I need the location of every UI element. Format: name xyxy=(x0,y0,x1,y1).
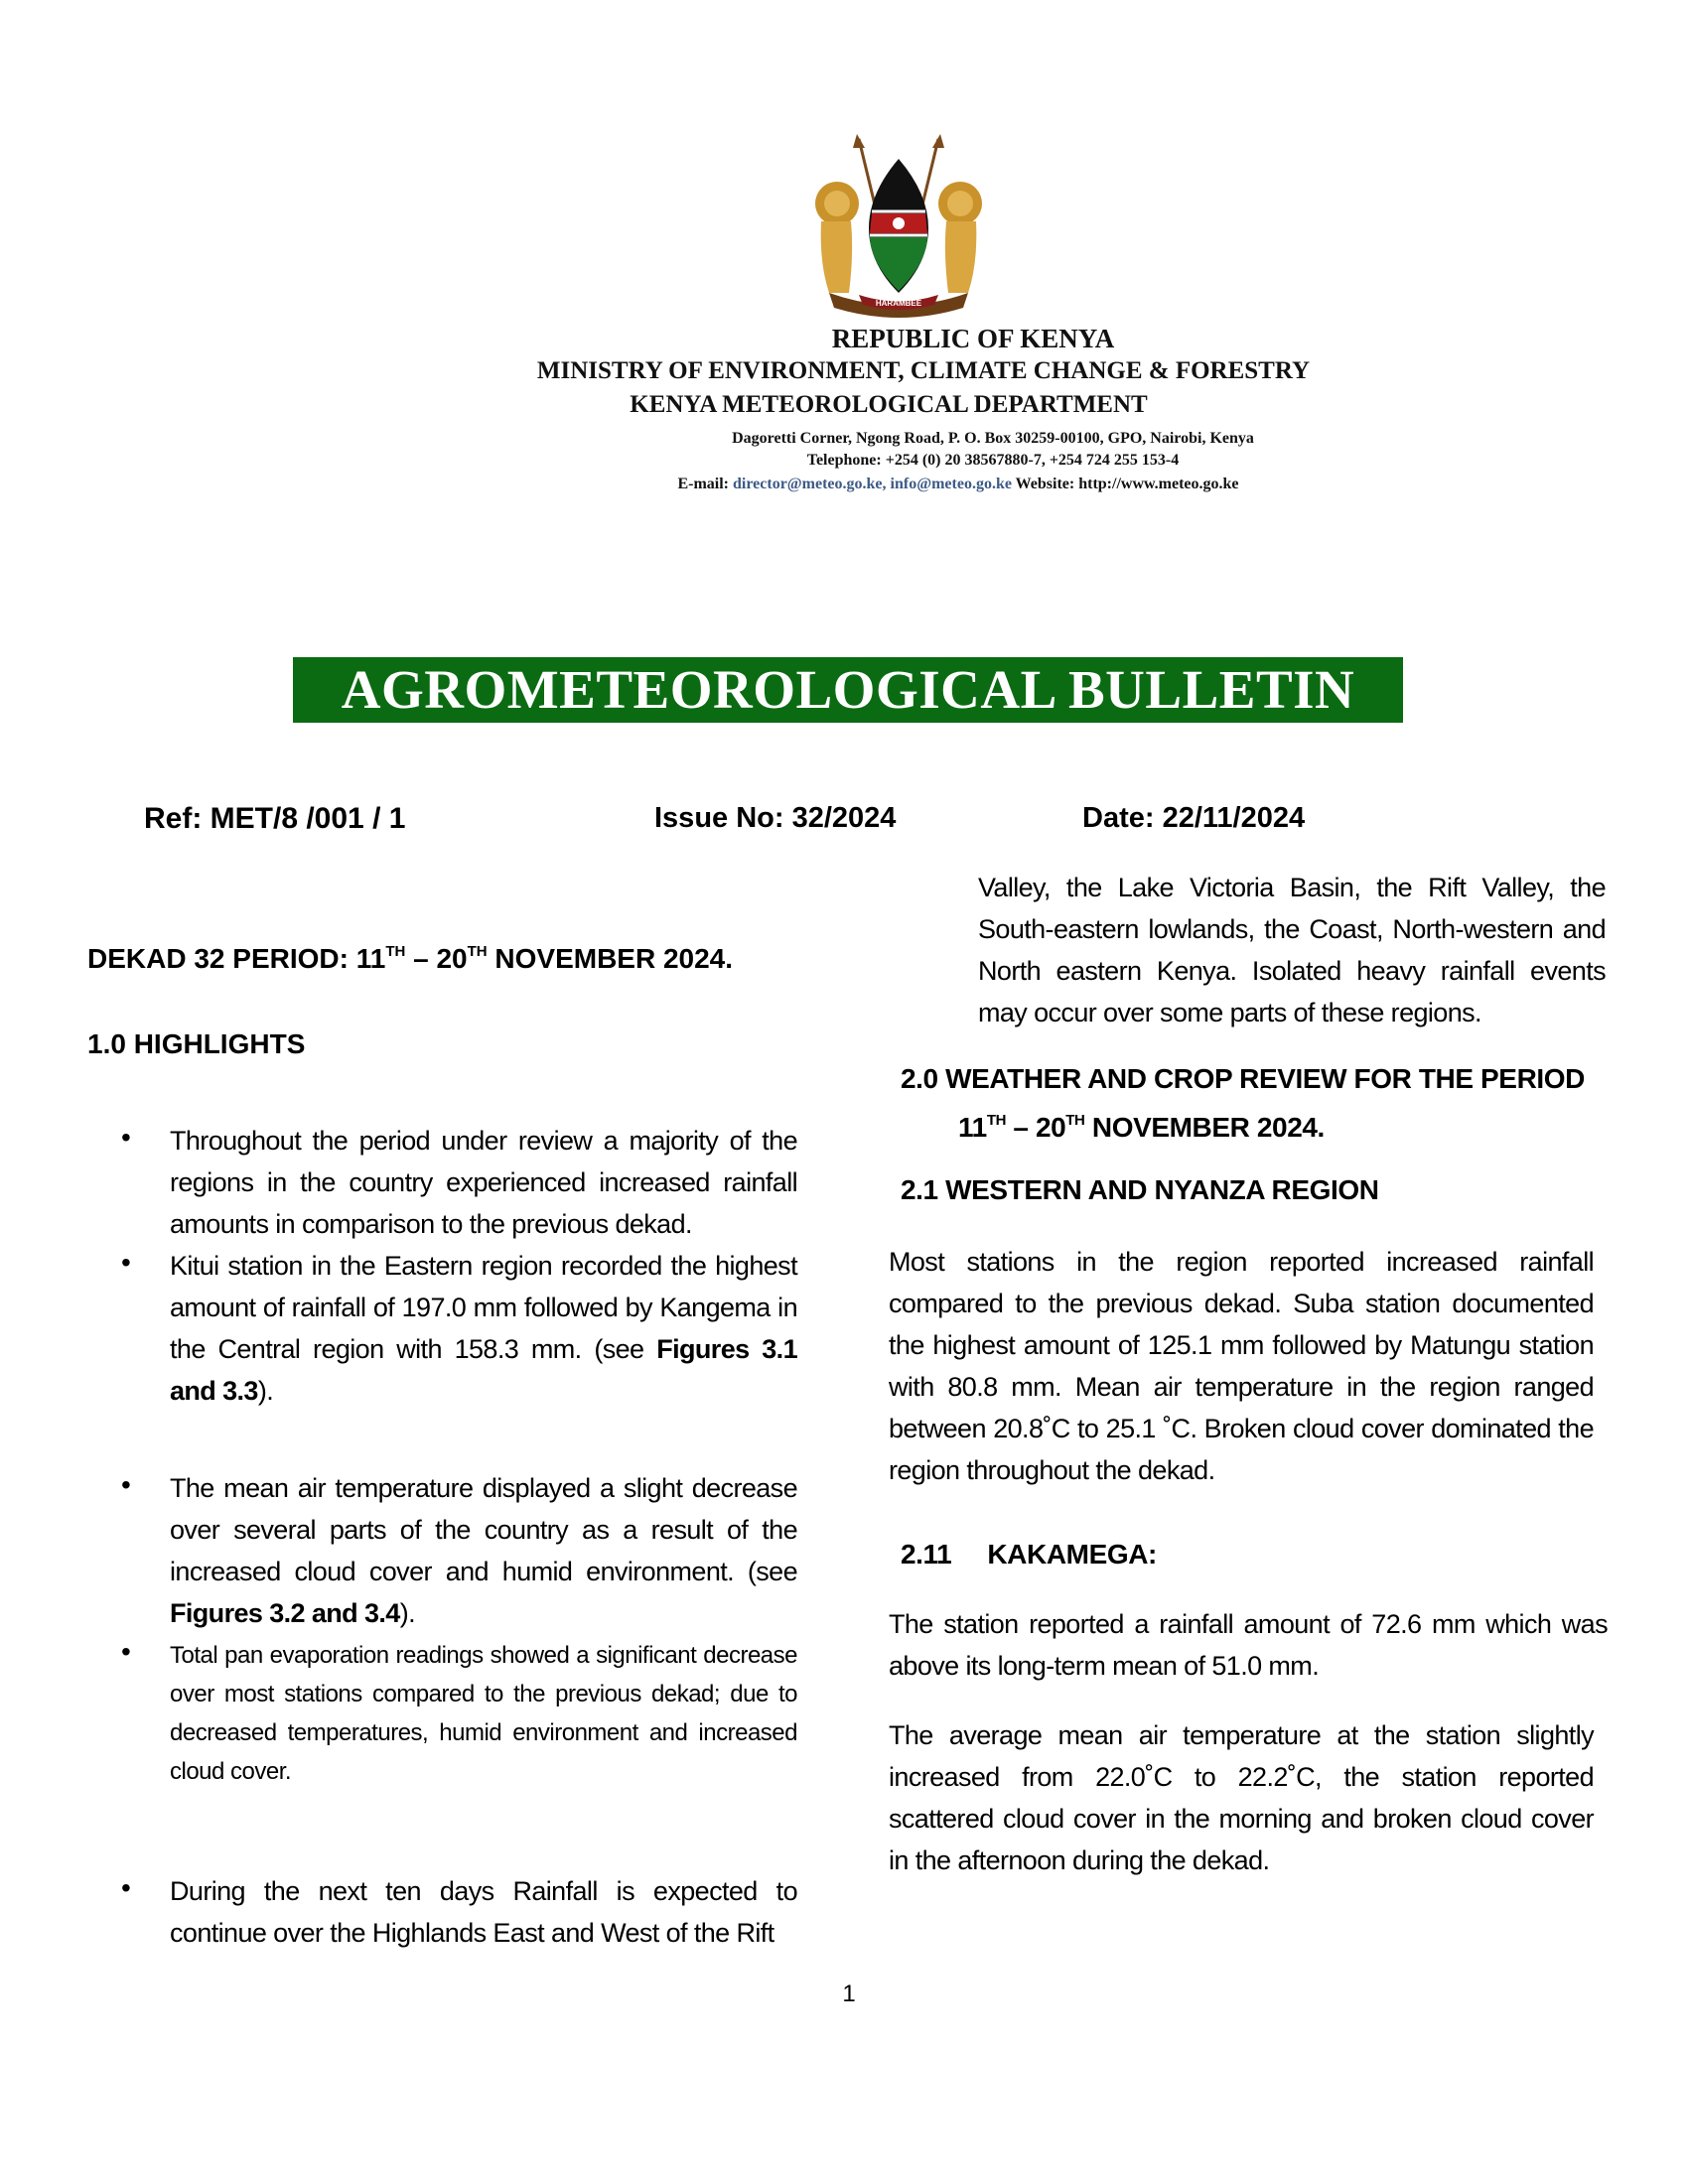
highlight-item: Throughout the period under review a majority of the regions in the country experienced increased rainfall amounts in comparison to the previous dekad. xyxy=(170,1126,797,1239)
letterhead-republic: REPUBLIC OF KENYA xyxy=(831,324,1115,353)
section-2-1-text: Most stations in the region reported increased rainfall compared to the previous dekad. Suba station documented the highest amount of 125.1 mm followed by Matungu station with 80.8 mm. Mean air temperature in the region ranged between 20.8˚C to 25.1 ˚C. Broken cloud cover dominated the region throughout the dekad. xyxy=(889,1247,1594,1485)
letterhead-contact xyxy=(114,476,1688,493)
section-2-1-heading: 2.1 WESTERN AND NYANZA REGION xyxy=(901,1174,1379,1205)
letterhead-telephone: Telephone: +254 (0) 20 38567880-7, +254 724 255 153-4 xyxy=(806,452,1180,469)
motto-ribbon: HARAMBEE xyxy=(875,299,922,308)
bullet-icon: • xyxy=(121,1872,131,1903)
letterhead-ministry: MINISTRY OF ENVIRONMENT, CLIMATE CHANGE & FORESTRY xyxy=(536,357,1311,384)
kakamega-rainfall-text: The station reported a rainfall amount of 72.6 mm which was above its long-term mean of 51.0 mm. xyxy=(889,1609,1608,1681)
highlight-item: The mean air temperature displayed a slight decrease over several parts of the country as a result of the increased cloud cover and humid environment. (see Figures 3.2 and 3.4). xyxy=(170,1473,797,1628)
email-links[interactable]: director@meteo.go.ke, info@meteo.go.ke xyxy=(733,476,1012,492)
bullet-icon: • xyxy=(121,1247,131,1278)
kakamega-temperature-text: The average mean air temperature at the station slightly increased from 22.0˚C to 22.2˚C, the station reported scattered cloud cover in the morning and broken cloud cover in the afternoon during the dekad. xyxy=(889,1720,1594,1875)
highlight-item: During the next ten days Rainfall is expected to continue over the Highlands East and West of the Rift xyxy=(170,1876,797,1948)
bullet-icon: • xyxy=(121,1636,131,1667)
highlight-item: Total pan evaporation readings showed a significant decrease over most stations compared to the previous dekad; due to decreased temperatures, humid environment and increased cloud cover. xyxy=(170,1642,797,1785)
highlights-heading: 1.0 HIGHLIGHTS xyxy=(87,1028,306,1059)
section-2-heading: 2.0 WEATHER AND CROP REVIEW FOR THE PERIOD 11TH – 20TH NOVEMBER 2024. xyxy=(901,1063,1585,1143)
letterhead-department: KENYA METEOROLOGICAL DEPARTMENT xyxy=(630,391,1148,418)
issue-number: Issue No: 32/2024 xyxy=(654,802,897,834)
highlight-item: Kitui station in the Eastern region recorded the highest amount of rainfall of 197.0 mm followed by Kangema in the Central region with 158.3 mm. (see Figures 3.1 and 3.3). xyxy=(170,1251,797,1406)
dekad-period-heading: DEKAD 32 PERIOD: 11TH – 20TH NOVEMBER 2024. xyxy=(87,943,734,974)
highlight-item-continuation: Valley, the Lake Victoria Basin, the Rift Valley, the South-eastern lowlands, the Coast, North-western and North eastern Kenya. Isolated heavy rainfall events may occur over some parts of these regions. xyxy=(978,873,1606,1027)
section-2-11-heading: 2.11 KAKAMEGA: xyxy=(901,1539,1157,1570)
letterhead-address: Dagoretti Corner, Ngong Road, P. O. Box 30259-00100, GPO, Nairobi, Kenya xyxy=(732,430,1254,447)
reference-number: Ref: MET/8 /001 / 1 xyxy=(144,802,406,835)
page-number: 1 xyxy=(842,1980,856,2007)
website-link[interactable]: Website: http://www.meteo.go.ke xyxy=(1015,476,1239,492)
email-label: E-mail: xyxy=(677,476,729,492)
issue-date: Date: 22/11/2024 xyxy=(1082,802,1306,834)
bullet-icon: • xyxy=(121,1122,131,1153)
bullet-icon: • xyxy=(121,1469,131,1500)
bulletin-title-banner: AGROMETEOROLOGICAL BULLETIN xyxy=(293,657,1403,723)
coat-of-arms-logo xyxy=(799,134,998,323)
